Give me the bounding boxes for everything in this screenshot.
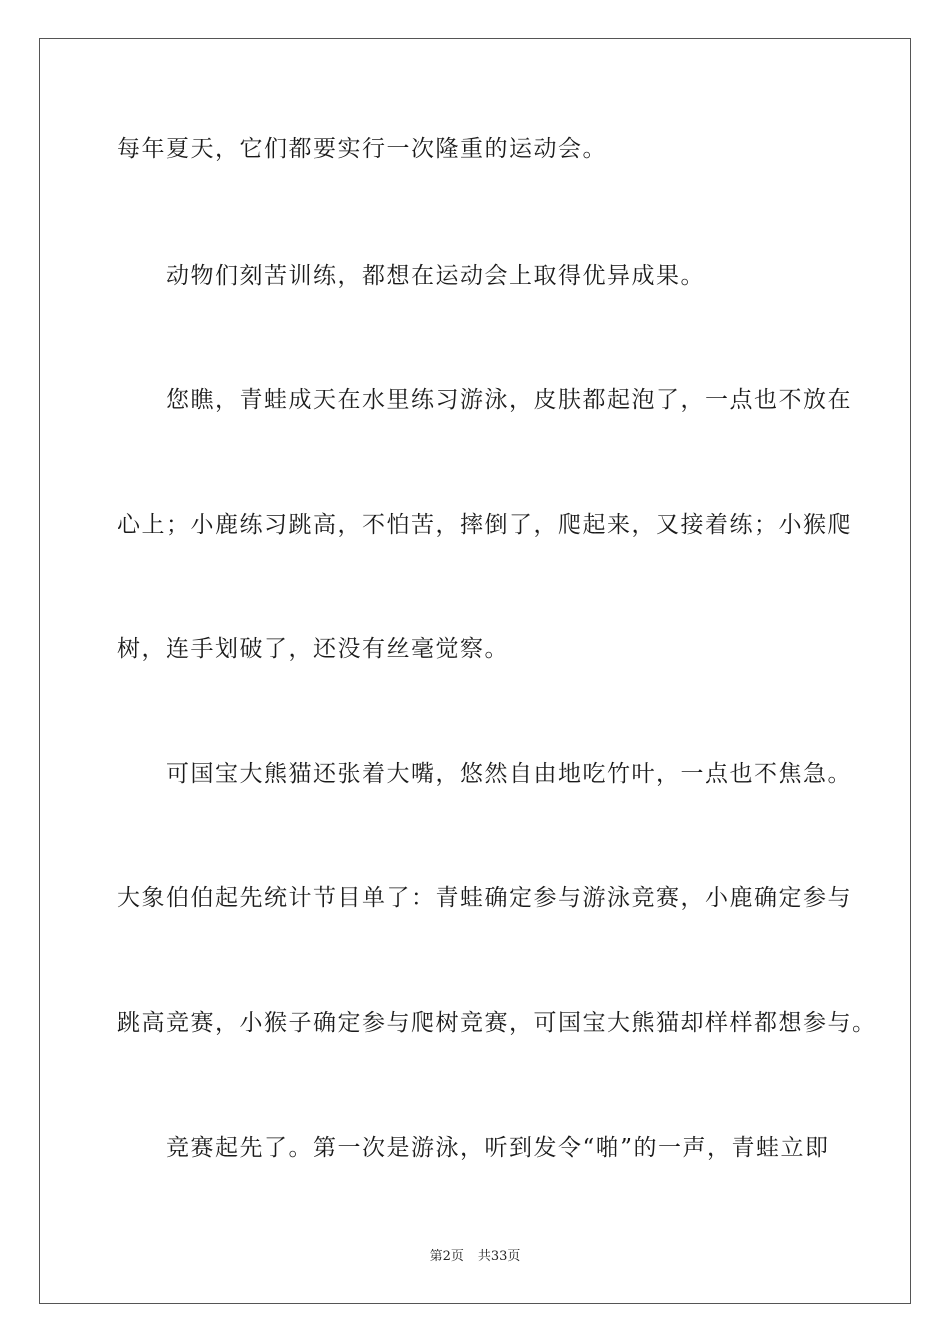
page-total: 共33页 [477,1249,521,1264]
text-line: 大象伯伯起先统计节目单了：青蛙确定参与游泳竞赛，小鹿确定参与 [117,885,852,911]
page-number: 第2页 [429,1249,464,1264]
text-line: 树，连手划破了，还没有丝毫觉察。 [117,636,509,662]
page-border [39,38,911,1304]
text-line: 您瞧，青蛙成天在水里练习游泳，皮肤都起泡了，一点也不放在 [117,387,852,413]
text-line: 可国宝大熊猫还张着大嘴，悠然自由地吃竹叶，一点也不焦急。 [117,761,852,787]
page-footer [0,1248,950,1266]
text-line: 动物们刻苦训练，都想在运动会上取得优异成果。 [117,263,705,289]
text-line: 跳高竞赛，小猴子确定参与爬树竞赛，可国宝大熊猫却样样都想参与。 [117,1010,877,1036]
text-line: 每年夏天，它们都要实行一次隆重的运动会。 [117,136,607,162]
text-line: 心上；小鹿练习跳高，不怕苦，摔倒了，爬起来，又接着练；小猴爬 [117,512,852,538]
text-line: 竞赛起先了。第一次是游泳，听到发令“啪”的一声，青蛙立即 [117,1135,830,1161]
